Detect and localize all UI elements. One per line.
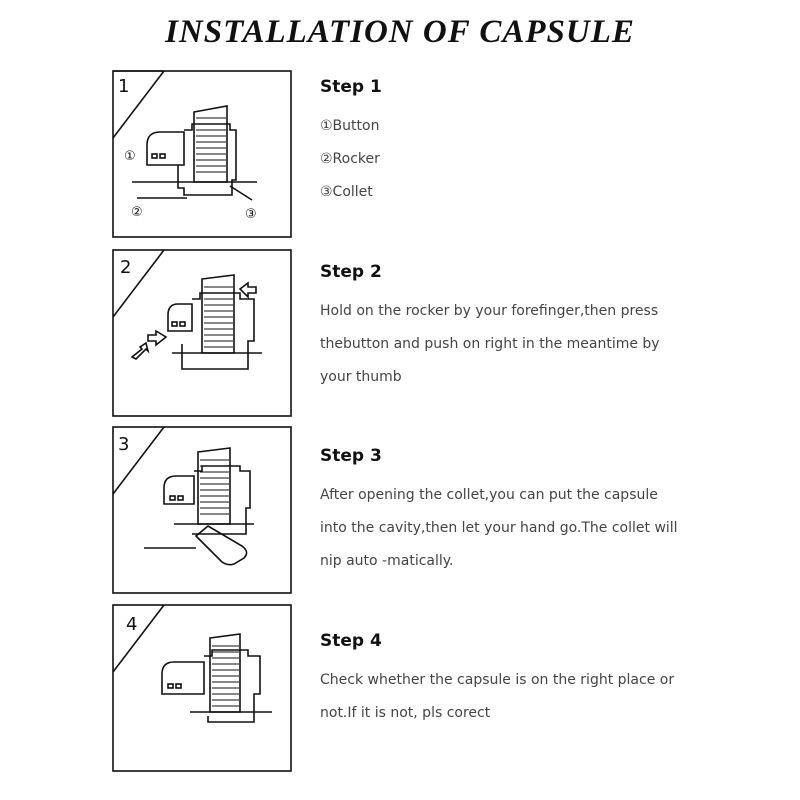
step-3-illustration bbox=[112, 426, 292, 594]
step-1-line: ②Rocker bbox=[320, 151, 380, 167]
step-2-line: thebutton and push on right in the meantime by bbox=[320, 336, 660, 352]
step-2-line: Hold on the rocker by your forefinger,then press bbox=[320, 303, 659, 319]
callout-collet: ③ bbox=[245, 207, 257, 222]
step-2-heading: Step 2 bbox=[320, 262, 382, 282]
callout-rocker: ② bbox=[131, 205, 143, 220]
step-4-illustration bbox=[112, 604, 292, 772]
step-1-line: ③Collet bbox=[320, 184, 373, 200]
step-1-heading: Step 1 bbox=[320, 77, 382, 97]
step-1-line: ①Button bbox=[320, 118, 380, 134]
step-1-illustration bbox=[112, 70, 292, 238]
step-1-text bbox=[320, 77, 790, 209]
step-4-line: not.If it is not, pls corect bbox=[320, 705, 491, 721]
step-4-panel-number: 4 bbox=[126, 614, 138, 635]
step-2-panel-number: 2 bbox=[120, 257, 132, 278]
step-3-line: nip auto -matically. bbox=[320, 553, 454, 569]
page-title: INSTALLATION OF CAPSULE bbox=[165, 14, 635, 50]
step-3-panel-number: 3 bbox=[118, 434, 130, 455]
step-3-text bbox=[320, 446, 790, 578]
step-4-text bbox=[320, 631, 790, 730]
step-2-illustration bbox=[112, 249, 292, 417]
step-1-panel-number: 1 bbox=[118, 76, 130, 97]
step-2-text bbox=[320, 262, 790, 394]
callout-button: ① bbox=[124, 149, 136, 164]
step-4-heading: Step 4 bbox=[320, 631, 382, 651]
step-3-line: After opening the collet,you can put the capsule bbox=[320, 487, 658, 503]
step-3-heading: Step 3 bbox=[320, 446, 382, 466]
step-3-line: into the cavity,then let your hand go.The collet will bbox=[320, 520, 678, 536]
step-4-line: Check whether the capsule is on the right place or bbox=[320, 672, 675, 688]
step-2-line: your thumb bbox=[320, 369, 402, 385]
